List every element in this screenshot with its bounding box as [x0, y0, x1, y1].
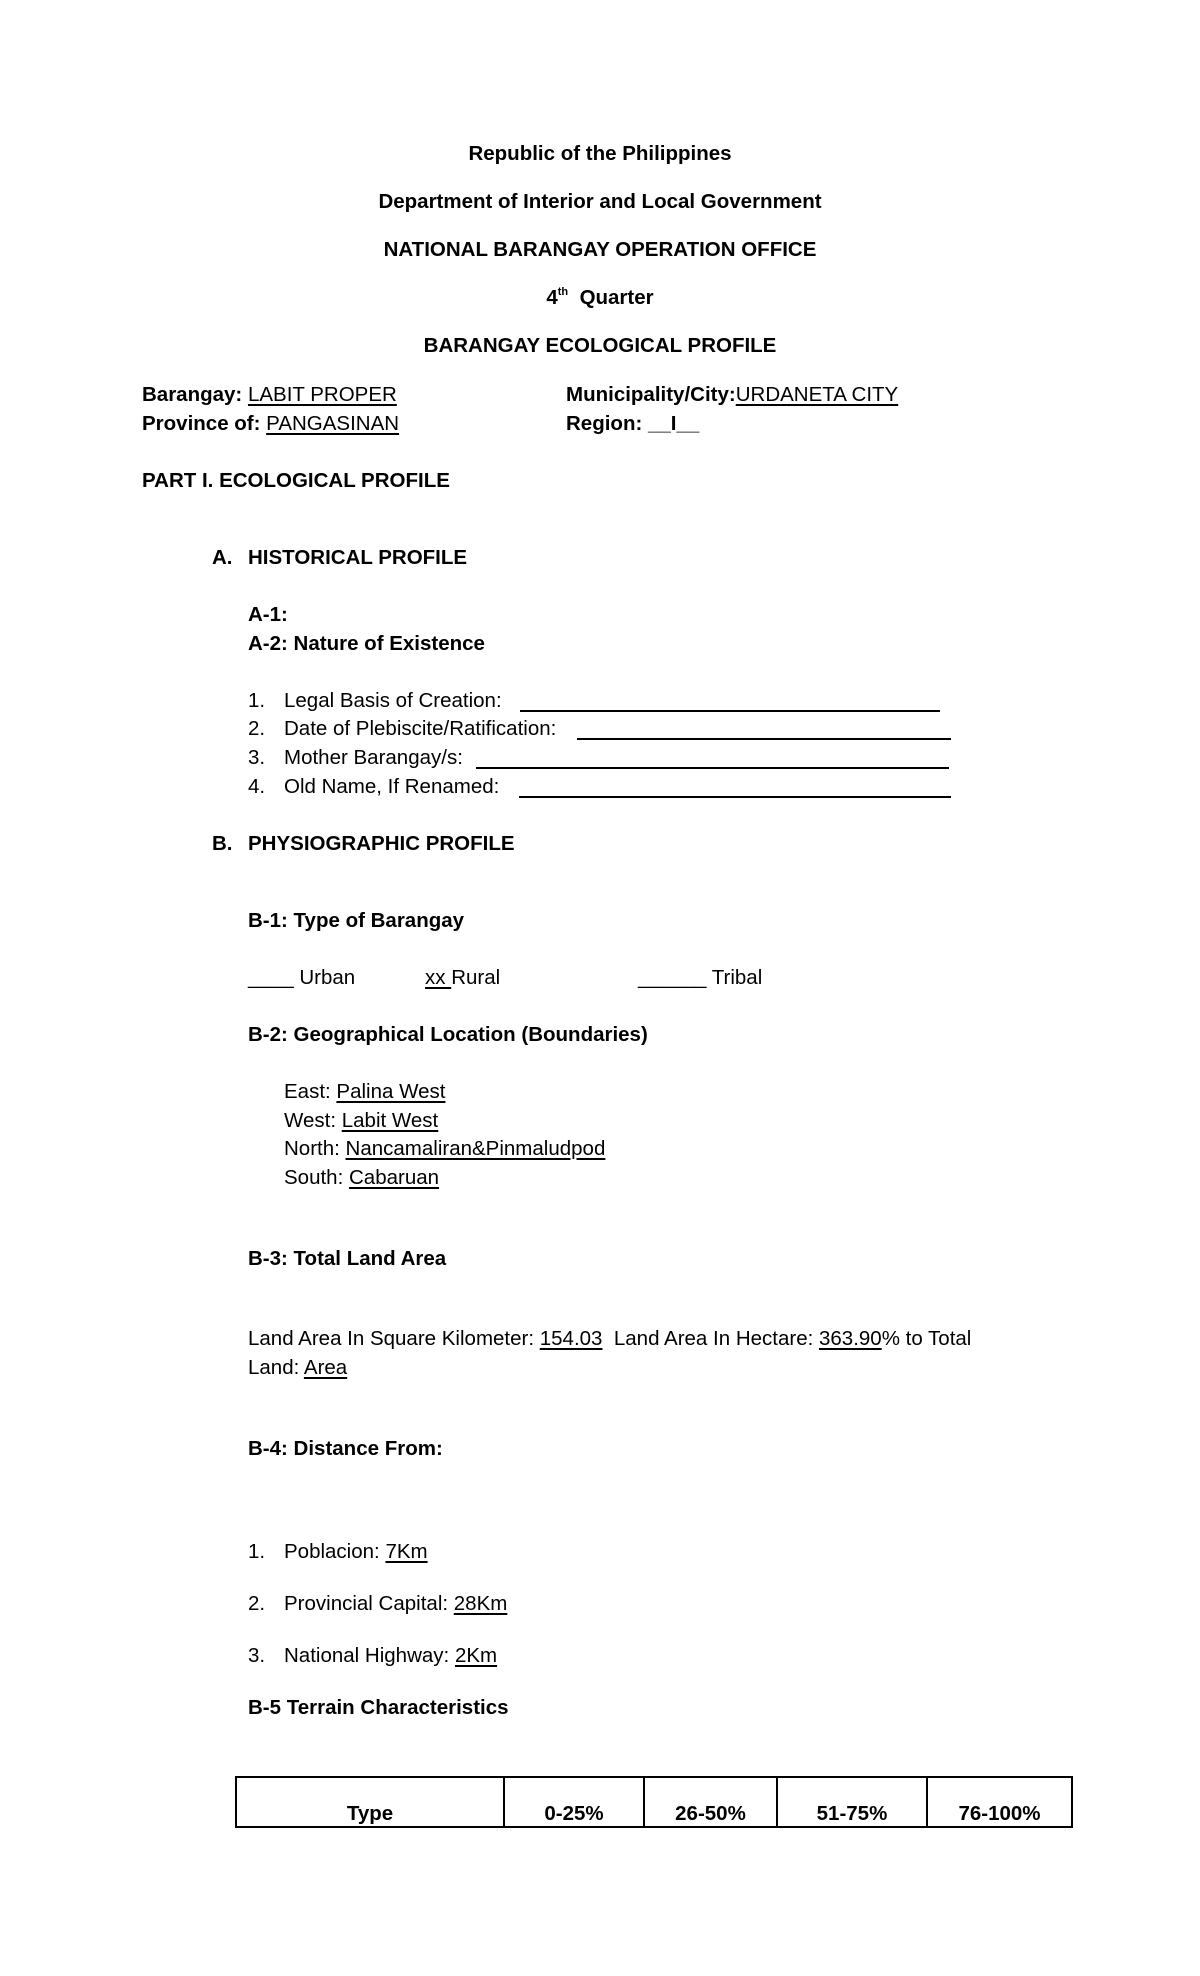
boundary-row	[284, 1137, 605, 1161]
list-item	[248, 746, 463, 770]
boundary-label: North:	[284, 1137, 340, 1160]
distance-label: National Highway:	[284, 1644, 450, 1667]
barangay-field	[142, 383, 397, 407]
boundary-label: East:	[284, 1080, 331, 1103]
boundary-value: Labit West	[341, 1109, 439, 1132]
boundary-label: West:	[284, 1109, 337, 1132]
section-b-letter: B.	[212, 832, 233, 855]
legal-basis-blank	[520, 692, 940, 712]
distance-label: Poblacion:	[284, 1540, 380, 1563]
terrain-header-type: Type	[236, 1777, 504, 1827]
boundary-value: Cabaruan	[348, 1166, 440, 1189]
province-field	[142, 412, 399, 436]
tribal-option	[638, 966, 762, 990]
a1-label: A-1:	[248, 603, 288, 626]
sqkm-value: 154.03	[539, 1327, 603, 1350]
land-line	[248, 1356, 347, 1380]
boundary-row	[284, 1166, 439, 1190]
region-label: Region:	[566, 412, 643, 435]
rural-mark: xx	[425, 966, 452, 989]
b5-title: B-5 Terrain Characteristics	[248, 1696, 509, 1719]
page-title: BARANGAY ECOLOGICAL PROFILE	[423, 334, 777, 357]
urban-label: Urban	[299, 966, 356, 989]
terrain-header-row	[236, 1777, 1072, 1827]
section-b-title: PHYSIOGRAPHIC PROFILE	[248, 832, 515, 855]
region-field	[566, 412, 699, 436]
municipality-field	[566, 383, 898, 407]
urban-blank: ____	[248, 966, 294, 989]
b4-title: B-4: Distance From:	[248, 1437, 443, 1460]
mother-barangay-blank	[476, 749, 949, 769]
header-office: NATIONAL BARANGAY OPERATION OFFICE	[383, 238, 817, 261]
terrain-header-0-25: 0-25%	[504, 1777, 644, 1827]
distance-number: 3.	[248, 1644, 266, 1667]
list-item	[248, 717, 556, 741]
distance-item	[248, 1592, 507, 1616]
boundary-value: Palina West	[336, 1080, 446, 1103]
tribal-blank: ______	[638, 966, 707, 989]
boundary-label: South:	[284, 1166, 344, 1189]
b2-title: B-2: Geographical Location (Boundaries)	[248, 1023, 648, 1046]
terrain-header-26-50: 26-50%	[644, 1777, 777, 1827]
rural-option	[425, 966, 500, 990]
tribal-label: Tribal	[711, 966, 763, 989]
list-item-number: 4.	[248, 775, 266, 798]
list-item-label: Legal Basis of Creation:	[284, 689, 502, 712]
list-item-number: 2.	[248, 717, 266, 740]
distance-item	[248, 1644, 497, 1668]
b3-title: B-3: Total Land Area	[248, 1247, 447, 1270]
percent-total-text: % to Total	[881, 1327, 972, 1350]
boundary-value: Nancamaliran&Pinmaludpod	[345, 1137, 606, 1160]
old-name-blank	[519, 778, 951, 798]
sqkm-label: Land Area In Square Kilometer:	[248, 1327, 535, 1350]
quarter-suffix: th	[557, 286, 569, 298]
terrain-header-76-100: 76-100%	[927, 1777, 1072, 1827]
barangay-value: LABIT PROPER	[247, 383, 397, 406]
municipality-value: URDANETA CITY	[735, 383, 899, 406]
list-item-label: Old Name, If Renamed:	[284, 775, 500, 798]
province-label: Province of:	[142, 412, 261, 435]
plebiscite-date-blank	[577, 720, 951, 740]
land-value: Area	[303, 1356, 348, 1379]
section-a-title: HISTORICAL PROFILE	[248, 546, 468, 569]
b1-title: B-1: Type of Barangay	[248, 909, 465, 932]
header-department: Department of Interior and Local Government	[378, 190, 822, 213]
header-republic: Republic of the Philippines	[468, 142, 732, 165]
list-item-number: 3.	[248, 746, 266, 769]
terrain-header-51-75: 51-75%	[777, 1777, 927, 1827]
list-item-label: Mother Barangay/s:	[284, 746, 463, 769]
list-item-label: Date of Plebiscite/Ratification:	[284, 717, 557, 740]
header-quarter	[0, 286, 1200, 310]
boundary-row	[284, 1080, 445, 1104]
distance-label: Provincial Capital:	[284, 1592, 449, 1615]
municipality-label: Municipality/City:	[566, 383, 736, 406]
quarter-word: Quarter	[579, 286, 654, 309]
section-a-letter: A.	[212, 546, 233, 569]
barangay-label: Barangay:	[142, 383, 243, 406]
distance-value: 2Km	[454, 1644, 498, 1667]
region-value: __I__	[648, 412, 700, 435]
list-item	[248, 775, 499, 799]
distance-item	[248, 1540, 428, 1564]
list-item-number: 1.	[248, 689, 266, 712]
rural-label: Rural	[451, 966, 501, 989]
land-area-line	[248, 1327, 971, 1351]
part1-title: PART I. ECOLOGICAL PROFILE	[142, 469, 450, 492]
distance-number: 2.	[248, 1592, 266, 1615]
land-label: Land:	[248, 1356, 300, 1379]
a2-title: A-2: Nature of Existence	[248, 632, 485, 655]
terrain-table	[235, 1776, 1073, 1828]
boundary-row	[284, 1109, 438, 1133]
province-value: PANGASINAN	[266, 412, 400, 435]
distance-value: 28Km	[453, 1592, 508, 1615]
hectare-label: Land Area In Hectare:	[613, 1327, 814, 1350]
hectare-value: 363.90	[819, 1327, 882, 1350]
quarter-number: 4	[546, 286, 558, 309]
urban-option	[248, 966, 355, 990]
distance-value: 7Km	[385, 1540, 428, 1563]
distance-number: 1.	[248, 1540, 266, 1563]
list-item	[248, 689, 502, 713]
